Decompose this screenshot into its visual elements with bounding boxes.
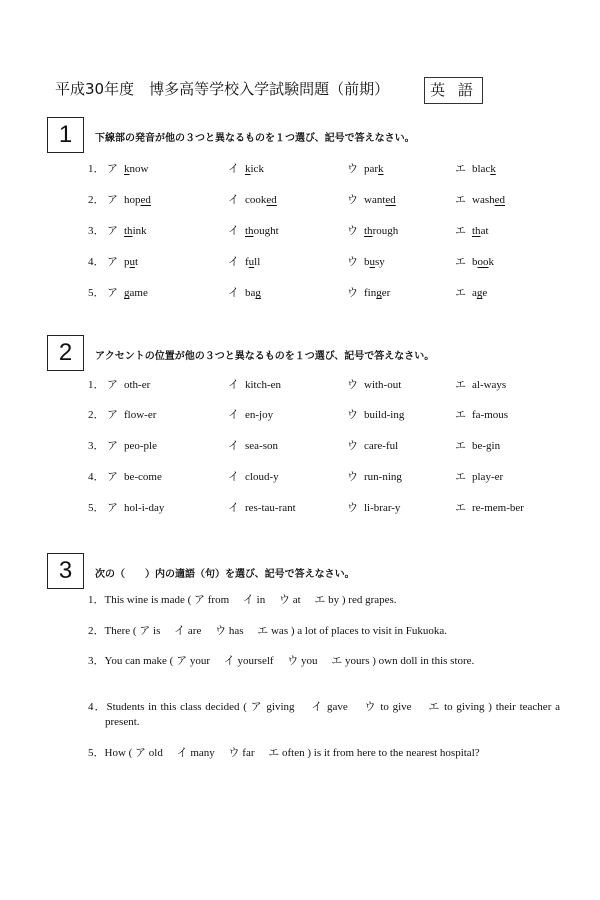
option-label: ア: [107, 379, 118, 391]
question-item: 2．There ( ア is イ are ウ has エ was ) a lot of places to visit in Fukuoka.: [88, 625, 447, 637]
answer-option: [228, 222, 279, 238]
option-label: ア: [107, 409, 118, 421]
word-part: now: [129, 163, 149, 175]
answer-option: [347, 406, 404, 422]
word-part: care-ful: [364, 440, 399, 452]
word-part: cloud-y: [245, 471, 279, 483]
word-part: peo-ple: [124, 440, 157, 452]
option-label: エ: [455, 225, 466, 237]
section-2-number: 2: [47, 335, 84, 371]
option-label: イ: [228, 194, 239, 206]
underlined-part: k: [490, 163, 496, 175]
question-number: 4．: [88, 256, 105, 268]
word-part: rough: [372, 225, 399, 237]
question-number: 1．: [88, 163, 105, 175]
word-part: ba: [245, 287, 256, 299]
section-2-instruction: アクセントの位置が他の３つと異なるものを１つ選び、記号で答えなさい。: [95, 351, 435, 362]
option-label: イ: [228, 287, 239, 299]
question-item: 4．Students in this class decided ( ア giving イ gave ウ to give エ to giving ) their teacher a present.: [88, 701, 560, 728]
answer-option: [455, 437, 500, 453]
answer-option: [228, 253, 260, 269]
word-part: b: [472, 256, 478, 268]
question-number: 2．: [88, 409, 105, 421]
underlined-part: th: [245, 225, 254, 237]
answer-option: [107, 160, 148, 176]
word-part: ick: [250, 163, 264, 175]
answer-option: [455, 222, 489, 238]
word-part: p: [124, 256, 130, 268]
option-label: イ: [228, 225, 239, 237]
question-item: 5．How ( ア old イ many ウ far エ often ) is it from here to the nearest hospital?: [88, 747, 480, 759]
word-part: res-tau-rant: [245, 502, 296, 514]
option-label: ア: [107, 287, 118, 299]
word-part: hol-i-day: [124, 502, 165, 514]
option-label: イ: [228, 163, 239, 175]
option-label: エ: [455, 409, 466, 421]
word-part: blac: [472, 163, 491, 175]
word-part: ll: [254, 256, 261, 268]
answer-option: [455, 406, 508, 422]
underlined-part: ed: [140, 194, 151, 206]
option-label: エ: [455, 379, 466, 391]
underlined-part: th: [124, 225, 133, 237]
answer-option: [455, 468, 503, 484]
underlined-part: g: [124, 287, 130, 299]
answer-option: [228, 160, 264, 176]
word-part: want: [364, 194, 386, 206]
word-part: a: [472, 287, 477, 299]
answer-option: [107, 499, 164, 515]
underlined-part: k: [124, 163, 130, 175]
underlined-part: k: [245, 163, 251, 175]
word-part: e: [482, 287, 488, 299]
answer-option: [107, 437, 157, 453]
option-label: イ: [228, 409, 239, 421]
answer-option: [347, 191, 396, 207]
section-1-number: 1: [47, 117, 84, 153]
word-part: er: [381, 287, 391, 299]
underlined-part: oo: [477, 256, 489, 268]
answer-option: [107, 222, 147, 238]
word-part: with-out: [364, 379, 402, 391]
option-label: エ: [455, 256, 466, 268]
underlined-part: g: [476, 287, 483, 299]
word-part: sea-son: [245, 440, 278, 452]
question-item: 3．You can make ( ア your イ yourself ウ you エ yours ) own doll in this store.: [88, 655, 475, 667]
question-item: 1．This wine is made ( ア from イ in ウ at エ by ) red grapes.: [88, 594, 397, 606]
underlined-part: u: [129, 256, 135, 268]
question-number: 4．: [88, 471, 105, 483]
option-label: ア: [107, 471, 118, 483]
answer-option: [347, 222, 398, 238]
word-part: kitch-en: [245, 379, 282, 391]
word-part: f: [245, 256, 249, 268]
option-label: ウ: [347, 440, 358, 452]
option-label: ウ: [347, 256, 358, 268]
word-part: b: [364, 256, 370, 268]
option-label: ウ: [347, 225, 358, 237]
section-3-number: 3: [47, 553, 84, 589]
word-part: be-come: [124, 471, 162, 483]
word-part: t: [135, 256, 139, 268]
underlined-part: u: [248, 256, 255, 268]
answer-option: [455, 191, 505, 207]
option-label: ウ: [347, 379, 358, 391]
option-label: エ: [455, 194, 466, 206]
underlined-part: g: [255, 287, 261, 299]
answer-option: [347, 284, 390, 300]
word-part: oth-er: [124, 379, 151, 391]
answer-option: [455, 160, 496, 176]
question-number: 3．: [88, 225, 105, 237]
underlined-part: ed: [494, 194, 505, 206]
option-label: エ: [455, 471, 466, 483]
answer-option: [107, 284, 148, 300]
answer-option: [455, 284, 487, 300]
word-part: build-ing: [364, 409, 405, 421]
answer-option: [107, 191, 151, 207]
underlined-part: ed: [385, 194, 396, 206]
question-number: 3．: [88, 440, 105, 452]
option-label: ア: [107, 163, 118, 175]
option-label: イ: [228, 502, 239, 514]
answer-option: [347, 499, 400, 515]
word-part: ink: [132, 225, 147, 237]
option-label: エ: [455, 440, 466, 452]
answer-option: [347, 376, 401, 392]
answer-option: [455, 253, 494, 269]
word-part: par: [364, 163, 379, 175]
word-part: play-er: [472, 471, 504, 483]
option-label: ア: [107, 256, 118, 268]
word-part: en-joy: [245, 409, 274, 421]
word-part: fa-mous: [472, 409, 509, 421]
option-label: ア: [107, 194, 118, 206]
option-label: ア: [107, 440, 118, 452]
underlined-part: u: [369, 256, 375, 268]
answer-option: [228, 406, 273, 422]
question-number: 2．: [88, 194, 105, 206]
question-number: 5．: [88, 502, 105, 514]
exam-title: 平成30年度 博多高等学校入学試験問題（前期）: [55, 80, 390, 98]
answer-option: [228, 499, 296, 515]
option-label: イ: [228, 379, 239, 391]
option-label: ウ: [347, 409, 358, 421]
answer-option: [107, 406, 156, 422]
word-part: sy: [375, 256, 385, 268]
underlined-part: ed: [266, 194, 277, 206]
word-part: ought: [253, 225, 279, 237]
word-part: be-gin: [472, 440, 501, 452]
option-label: イ: [228, 440, 239, 452]
word-part: wash: [472, 194, 495, 206]
question-number: 1．: [88, 379, 105, 391]
option-label: ウ: [347, 194, 358, 206]
answer-option: [228, 468, 279, 484]
underlined-part: th: [472, 225, 481, 237]
question-number: 5．: [88, 287, 105, 299]
answer-option: [228, 376, 281, 392]
option-label: エ: [455, 163, 466, 175]
word-part: re-mem-ber: [472, 502, 524, 514]
answer-option: [455, 376, 506, 392]
underlined-part: g: [376, 287, 382, 299]
answer-option: [455, 499, 524, 515]
section-1-instruction: 下線部の発音が他の３つと異なるものを１つ選び、記号で答えなさい。: [95, 133, 415, 144]
word-part: al-ways: [472, 379, 507, 391]
word-part: hop: [124, 194, 141, 206]
answer-option: [228, 191, 277, 207]
answer-option: [228, 284, 261, 300]
word-part: flow-er: [124, 409, 157, 421]
underlined-part: th: [364, 225, 373, 237]
option-label: ア: [107, 225, 118, 237]
answer-option: [107, 376, 150, 392]
option-label: エ: [455, 287, 466, 299]
answer-option: [107, 468, 162, 484]
option-label: ウ: [347, 287, 358, 299]
answer-option: [228, 437, 278, 453]
underlined-part: k: [378, 163, 384, 175]
answer-option: [107, 253, 138, 269]
word-part: ame: [129, 287, 148, 299]
option-label: イ: [228, 471, 239, 483]
word-part: k: [488, 256, 494, 268]
option-label: ウ: [347, 163, 358, 175]
answer-option: [347, 468, 402, 484]
option-label: エ: [455, 502, 466, 514]
subject-box: 英 語: [424, 77, 483, 104]
option-label: ウ: [347, 502, 358, 514]
option-label: ア: [107, 502, 118, 514]
section-3-instruction: 次の（ ）内の適語（句）を選び、記号で答えなさい。: [95, 569, 355, 580]
answer-option: [347, 160, 384, 176]
answer-option: [347, 253, 385, 269]
word-part: cook: [245, 194, 267, 206]
option-label: イ: [228, 256, 239, 268]
answer-option: [347, 437, 398, 453]
option-label: ウ: [347, 471, 358, 483]
word-part: fin: [364, 287, 377, 299]
word-part: run-ning: [364, 471, 402, 483]
word-part: at: [480, 225, 489, 237]
word-part: li-brar-y: [364, 502, 401, 514]
